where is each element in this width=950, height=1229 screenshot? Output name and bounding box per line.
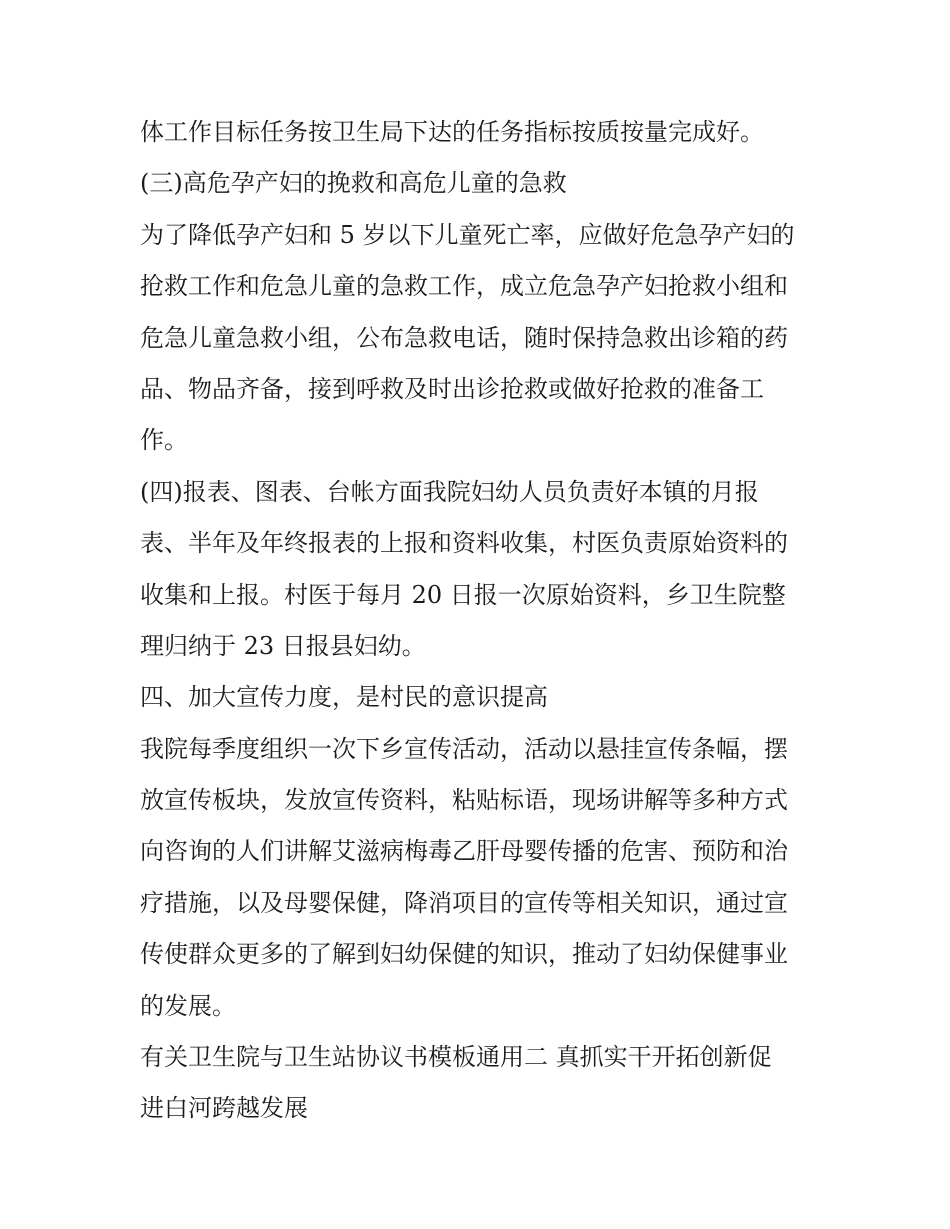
text-line: 表、半年及年终报表的上报和资料收集，村医负责原始资料的 <box>140 529 788 558</box>
section-heading: 四、加大宣传力度，是村民的意识提高 <box>140 683 548 712</box>
text-line: 危急儿童急救小组，公布急救电话，随时保持急救出诊箱的药 <box>140 323 788 352</box>
text-line: 收集和上报。村医于每月 20 日报一次原始资料，乡卫生院整 <box>140 580 786 609</box>
text-line: 我院每季度组织一次下乡宣传活动，活动以悬挂宣传条幅，摆 <box>140 734 788 763</box>
text-line: 抢救工作和危急儿童的急救工作，成立危急孕产妇抢救小组和 <box>140 272 788 301</box>
text-line: 放宣传板块，发放宣传资料，粘贴标语，现场讲解等多种方式 <box>140 786 788 815</box>
text-line: 的发展。 <box>140 991 236 1020</box>
document-subtitle: 有关卫生院与卫生站协议书模板通用二 真抓实干开拓创新促 <box>140 1043 772 1072</box>
text-line: 传使群众更多的了解到妇幼保健的知识，推动了妇幼保健事业 <box>140 940 788 969</box>
text-line: 品、物品齐备，接到呼救及时出诊抢救或做好抢救的准备工 <box>140 374 764 403</box>
text-line: 向咨询的人们讲解艾滋病梅毒乙肝母婴传播的危害、预防和治 <box>140 837 788 866</box>
text-line: 理归纳于 23 日报县妇幼。 <box>140 631 426 660</box>
document-subtitle-continued: 进白河跨越发展 <box>140 1094 308 1123</box>
section-heading: (四)报表、图表、台帐方面我院妇幼人员负责好本镇的月报 <box>140 477 759 506</box>
document-body <box>140 107 820 1135</box>
section-heading: (三)高危孕产妇的挽救和高危儿童的急救 <box>140 169 567 198</box>
text-line: 疗措施，以及母婴保健，降消项目的宣传等相关知识，通过宣 <box>140 888 788 917</box>
text-line: 为了降低孕产妇和 5 岁以下儿童死亡率，应做好危急孕产妇的 <box>140 220 795 249</box>
text-line: 体工作目标任务按卫生局下达的任务指标按质按量完成好。 <box>140 118 764 146</box>
text-line: 作。 <box>140 426 188 455</box>
